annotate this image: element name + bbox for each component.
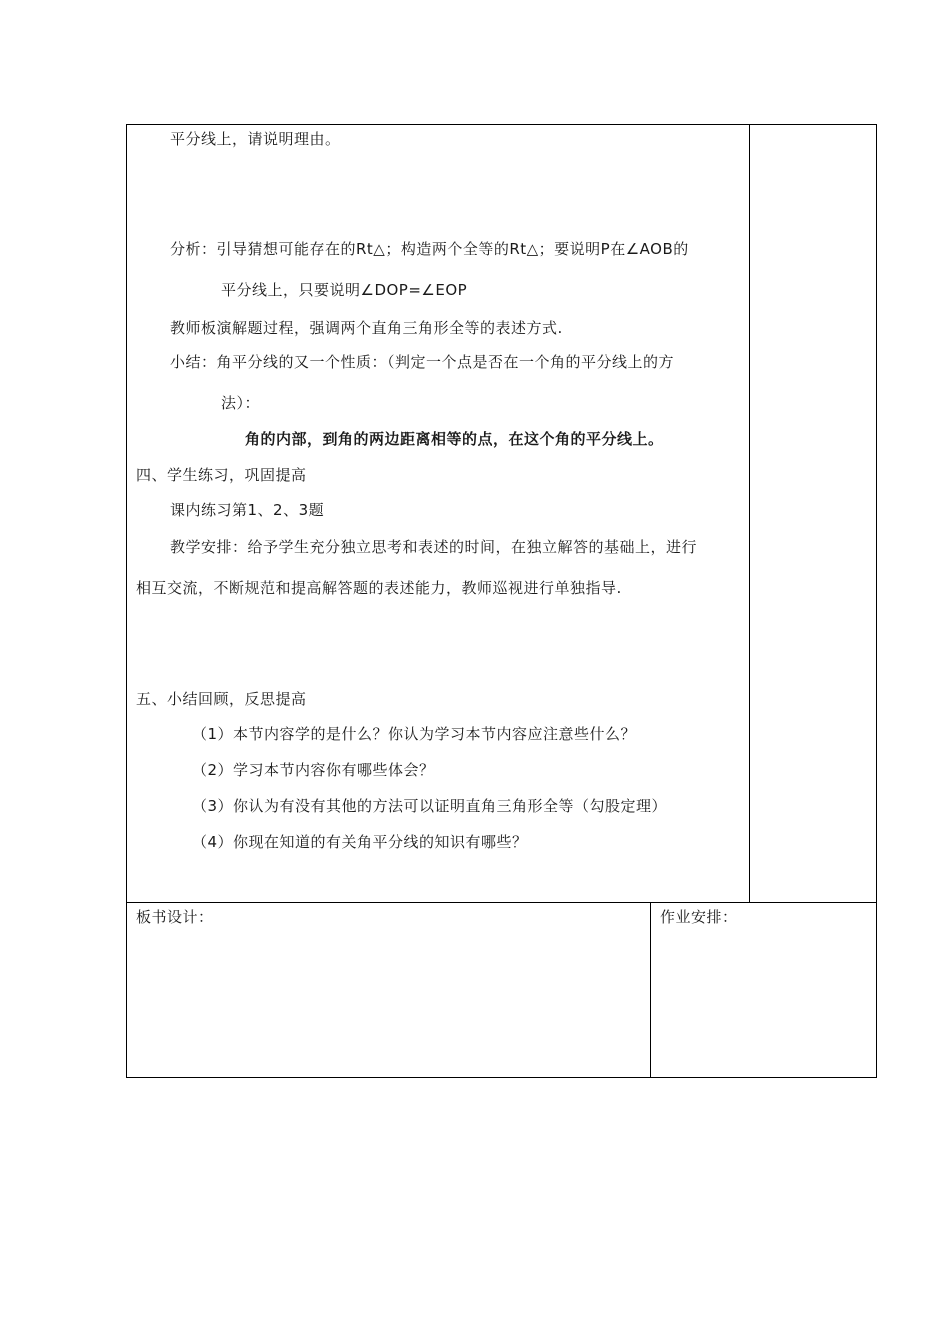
summary-line: 法）： bbox=[221, 394, 261, 412]
footer-row-divider bbox=[126, 902, 877, 903]
board-design-label: 板书设计： bbox=[136, 908, 214, 926]
question-item: （3）你认为有没有其他的方法可以证明直角三角形全等（勾股定理） bbox=[192, 797, 668, 815]
side-column-divider bbox=[749, 124, 750, 902]
analysis-line: 分析：引导猜想可能存在的Rt△；构造两个全等的Rt△；要说明P在∠AOB的 bbox=[170, 240, 689, 258]
lesson-table bbox=[126, 124, 877, 1078]
question-item: （4）你现在知道的有关角平分线的知识有哪些？ bbox=[192, 833, 528, 851]
question-item: （2）学习本节内容你有哪些体会？ bbox=[192, 761, 435, 779]
summary-line: 小结：角平分线的又一个性质：（判定一个点是否在一个角的平分线上的方 bbox=[170, 353, 675, 371]
question-item: （1）本节内容学的是什么？你认为学习本节内容应注意些什么？ bbox=[192, 725, 637, 743]
footer-column-divider bbox=[650, 902, 651, 1078]
homework-label: 作业安排： bbox=[660, 908, 738, 926]
theorem-statement: 角的内部，到角的两边距离相等的点，在这个角的平分线上。 bbox=[245, 430, 664, 448]
teacher-demo-line: 教师板演解题过程，强调两个直角三角形全等的表述方式. bbox=[170, 319, 563, 337]
arrangement-line: 相互交流，不断规范和提高解答题的表述能力，教师巡视进行单独指导. bbox=[136, 579, 622, 597]
analysis-line: 平分线上，只要说明∠DOP=∠EOP bbox=[221, 281, 468, 299]
exercise-line: 课内练习第1、2、3题 bbox=[170, 501, 325, 519]
text-line: 平分线上，请说明理由。 bbox=[170, 130, 341, 148]
section-heading: 五、小结回顾，反思提高 bbox=[136, 690, 307, 708]
section-heading: 四、学生练习，巩固提高 bbox=[136, 466, 307, 484]
arrangement-line: 教学安排：给予学生充分独立思考和表述的时间，在独立解答的基础上，进行 bbox=[170, 538, 698, 556]
